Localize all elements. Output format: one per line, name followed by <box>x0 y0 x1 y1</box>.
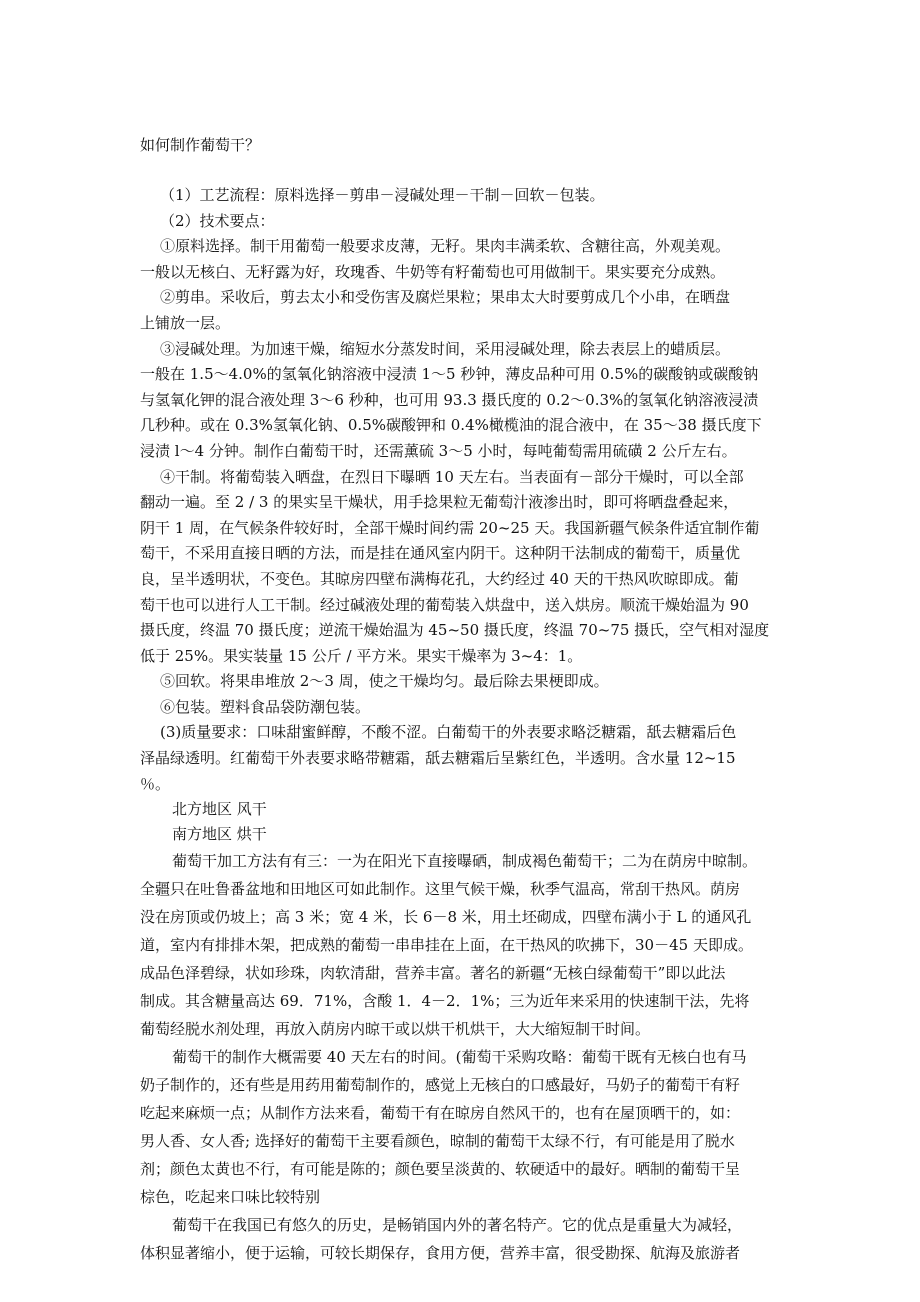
section-methods <box>140 847 810 1267</box>
document-title: 如何制作葡萄干？ <box>140 136 261 154</box>
paragraph: ⑤回软。将果串堆放 2～3 周，使之干燥均匀。最后除去果梗即成。 <box>160 672 609 691</box>
paragraph: 翻动一遍。至 2 / 3 的果实呈干燥状，用手捻果粒无葡萄汁液渗出时，即可将晒盘叠起来， <box>140 493 739 512</box>
paragraph: ③浸碱处理。为加速干燥，缩短水分蒸发时间，采用浸碱处理，除去表层上的蜡质层。 <box>160 339 731 358</box>
paragraph: 低于 25%。果实装量 15 公斤 / 平方米。果实干燥率为 3~4：1。 <box>140 646 583 665</box>
paragraph: ④干制。将葡萄装入晒盘，在烈日下曝晒 10 天左右。当表面有－部分干燥时，可以全部 <box>160 467 744 486</box>
paragraph: 男人香、女人香; 选择好的葡萄干主要看颜色，晾制的葡萄干太绿不行，有可能是用了脱水 <box>140 1132 735 1151</box>
paragraph: 上铺放一层。 <box>140 313 231 332</box>
paragraph: ⑥包装。塑料食品袋防潮包装。 <box>160 697 371 716</box>
paragraph: 南方地区 烘干 <box>172 825 267 844</box>
paragraph: 吃起来麻烦一点；从制作方法来看，葡萄干有在晾房自然风干的，也有在屋顶晒干的，如： <box>140 1104 741 1123</box>
paragraph: (3)质量要求：口味甜蜜鲜醇，不酸不涩。白葡萄干的外表要求略泛糖霜，舐去糖霜后色 <box>160 723 737 742</box>
paragraph: 北方地区 风干 <box>172 800 267 819</box>
paragraph: ①原料选择。制干用葡萄一般要求皮薄，无籽。果肉丰满柔软、含糖往高，外观美观。 <box>160 237 731 256</box>
paragraph: 没在房顶或仍坡上；高 3 米；宽 4 米，长 6－8 米，用土坯砌成，四壁布满小于 L 的通风孔 <box>140 908 752 927</box>
paragraph: 浸渍 l～4 分钟。制作白葡萄干时，还需薰硫 3～5 小时，每吨葡萄需用硫磺 2 公斤左右。 <box>140 441 737 460</box>
paragraph: 一般以无核白、无籽露为好，玫瑰香、牛奶等有籽葡萄也可用做制干。果实要充分成熟。 <box>140 262 726 281</box>
paragraph: 道，室内有排排木架，把成熟的葡萄一串串挂在上面，在干热风的吹拂下，30－45 天即成。 <box>140 936 753 955</box>
paragraph: 萄干，不采用直接日晒的方法，而是挂在通风室内阴干。这种阴干法制成的葡萄干，质量优 <box>140 544 741 563</box>
paragraph: 萄干也可以进行人工干制。经过碱液处理的葡萄装入烘盘中，送入烘房。顺流干燥始温为 90 <box>140 595 749 614</box>
paragraph: 成品色泽碧绿，状如珍珠，肉软清甜，营养丰富。著名的新疆“无核白绿葡萄干”即以此法 <box>140 964 726 983</box>
paragraph: 摄氏度，终温 70 摄氏度；逆流干燥始温为 45~50 摄氏度，终温 70~75 摄氏，空气相对湿度 <box>140 621 770 640</box>
paragraph: 剂；颜色太黄也不行，有可能是陈的；颜色要呈淡黄的、软硬适中的最好。晒制的葡萄干呈 <box>140 1160 741 1179</box>
paragraph: 几秒种。或在 0.3%氢氧化钠、0.5%碳酸钾和 0.4%橄榄油的混合液中，在 35～38 摄氏度下 <box>140 416 762 435</box>
paragraph: 葡萄干的制作大概需要 40 天左右的时间。(葡萄干采购攻略：葡萄干既有无核白也有马 <box>172 1048 747 1067</box>
paragraph: 葡萄经脱水剂处理，再放入荫房内晾干或以烘干机烘干，大大缩短制干时间。 <box>140 1020 651 1039</box>
paragraph: 与氢氧化钾的混合液处理 3～6 秒种，也可用 93.3 摄氏度的 0.2～0.3%的氢氧化钠溶液浸渍 <box>140 390 759 409</box>
paragraph: （1）工艺流程：原料选择－剪串－浸碱处理－干制－回软－包装。 <box>160 186 605 204</box>
paragraph: 葡萄干加工方法有有三：一为在阳光下直接曝硒，制成褐色葡萄干；二为在荫房中晾制。 <box>172 852 758 871</box>
section-process <box>140 183 810 797</box>
paragraph: 良，呈半透明状，不变色。其晾房四壁布满梅花孔，大约经过 40 天的干热风吹晾即成。葡 <box>140 569 739 588</box>
paragraph: 制成。其含糖量高达 69．71%，含酸 1．4－2．1%；三为近年来采用的快速制干法，先将 <box>140 992 750 1011</box>
paragraph: 一般在 1.5～4.0%的氢氧化钠溶液中浸渍 1～5 秒钟，薄皮品种可用 0.5%的碳酸钠或碳酸钠 <box>140 365 759 384</box>
paragraph: ％。 <box>140 774 171 793</box>
paragraph: 体积显著缩小，便于运输，可较长期保存，食用方便，营养丰富，很受勘探、航海及旅游者 <box>140 1244 741 1263</box>
paragraph: 阴干 1 周，在气候条件较好时，全部干燥时间约需 20~25 天。我国新疆气候条件适宜制作葡 <box>140 518 760 537</box>
paragraph: 奶子制作的，还有些是用药用葡萄制作的，感觉上无核白的口感最好，马奶子的葡萄干有籽 <box>140 1076 741 1095</box>
paragraph: 泽晶绿透明。红葡萄干外表要求略带糖霜，舐去糖霜后呈紫红色，半透明。含水量 12~15 <box>140 749 736 768</box>
document-body <box>140 183 810 1267</box>
paragraph: 全疆只在吐鲁番盆地和田地区可如此制作。这里气候干燥，秋季气温高，常刮干热风。荫房 <box>140 880 741 899</box>
paragraph: （2）技术要点： <box>160 211 275 230</box>
paragraph: ②剪串。采收后，剪去太小和受伤害及腐烂果粒；果串太大时要剪成几个小串，在晒盘 <box>160 288 731 307</box>
section-regions <box>140 797 810 847</box>
paragraph: 葡萄干在我国已有悠久的历史，是畅销国内外的著名特产。它的优点是重量大为减轻， <box>172 1216 743 1235</box>
paragraph: 棕色，吃起来口味比较特别 <box>140 1188 321 1207</box>
